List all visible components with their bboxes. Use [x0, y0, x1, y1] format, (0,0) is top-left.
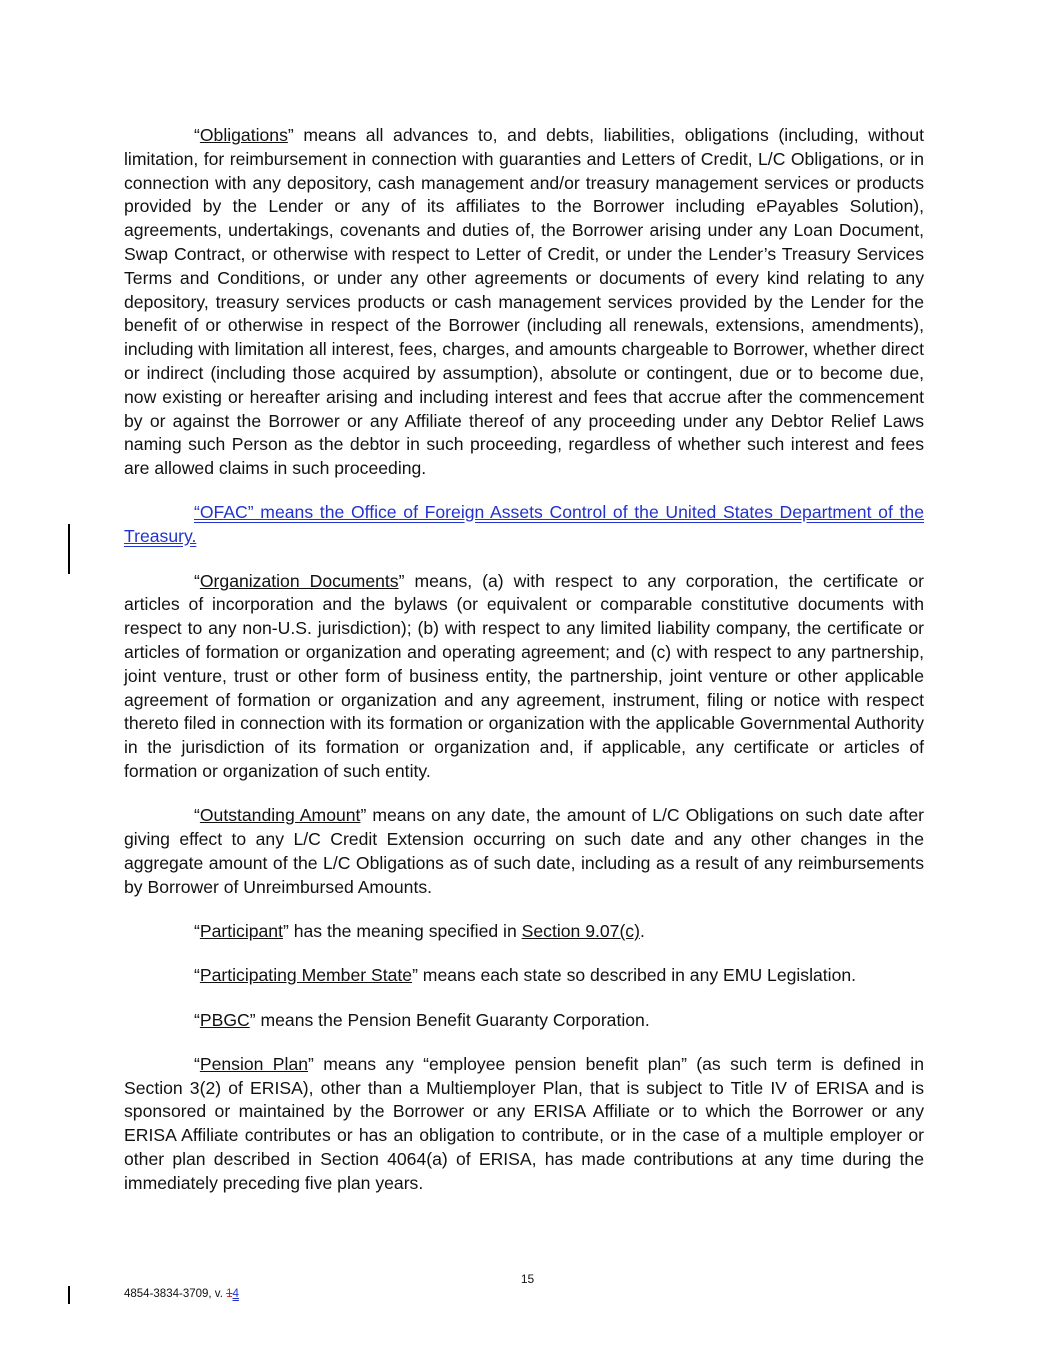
- change-bar-ofac: [68, 524, 70, 574]
- defined-term-participating-member-state: Participating Member State: [199, 965, 413, 986]
- document-page: [124, 124, 924, 1216]
- change-bar-footer: [68, 1286, 70, 1304]
- defined-term-participant: Participant: [199, 920, 283, 941]
- doc-id-text: 4854-3834-3709, v.: [124, 1288, 227, 1300]
- definition-outstanding-amount: [124, 804, 924, 899]
- section-reference: Section 9.07(c): [521, 920, 640, 941]
- open-quote: “: [194, 805, 200, 826]
- definition-text: ” means the Pension Benefit Guaranty Corporation.: [249, 1009, 650, 1030]
- definition-participating-member-state: [124, 964, 924, 988]
- defined-term-pension-plan: Pension Plan: [199, 1053, 309, 1074]
- definition-text: ” means each state so described in any EMU Legislation.: [412, 965, 857, 986]
- definition-text: ” means, (a) with respect to any corporation, the certificate or articles of incorporation and the bylaws (or equivalent or comparable constitutive documents with respect to any non-U.S. jurisdiction); (b) with respect to any limited liability company, the certificate or articles of formation or organization and operating agreement; and (c) with respect to any partnership, joint venture, trust or other form of business entity, the partnership, joint venture or other applicable agreement of formation or organization and any agreement, instrument, filing or notice with respect thereto filed in connection with its formation or organization with the applicable Governmental Authority in the jurisdiction of its formation or organization and, if applicable, any certificate or articles of formation or organization of such entity.: [124, 570, 924, 781]
- definition-ofac-inserted: “OFAC” means the Office of Foreign Assets Control of the United States Department of the Treasury.: [124, 502, 924, 547]
- open-quote: “: [194, 1009, 200, 1030]
- defined-term-organization-documents: Organization Documents: [199, 570, 399, 591]
- definition-pbgc: [124, 1009, 924, 1033]
- defined-term-outstanding-amount: Outstanding Amount: [199, 805, 361, 826]
- open-quote: “: [194, 920, 200, 941]
- defined-term-pbgc: PBGC: [199, 1009, 250, 1030]
- footer-doc-id: [124, 1288, 239, 1300]
- inserted-version: 4: [232, 1288, 239, 1300]
- definition-organization-documents: [124, 570, 924, 784]
- open-quote: “: [194, 570, 200, 591]
- definition-text: ” has the meaning specified in: [282, 920, 522, 941]
- open-quote: “: [194, 965, 200, 986]
- defined-term-obligations: Obligations: [199, 125, 288, 145]
- deleted-version: 1: [226, 1288, 233, 1300]
- definition-end: .: [639, 920, 645, 941]
- open-quote: “: [194, 1053, 200, 1074]
- definition-obligations: [124, 124, 924, 481]
- definition-text: ” means any “employee pension benefit plan” (as such term is defined in Section 3(2) of ERISA), other than a Multiemployer Plan, that is subject to Title IV of ERISA and is sponsored or maintained by the Borrower or any ERISA Affiliate or to which the Borrower or any ERISA Affiliate contributes or has an obligation to contribute, or in the case of a multiple employer or other plan described in Section 4064(a) of ERISA, has made contributions at any time during the immediately preceding five plan years.: [124, 1053, 924, 1193]
- definition-participant: [124, 920, 924, 944]
- definition-text: ” means all advances to, and debts, liabilities, obligations (including, without limitation, for reimbursement in connection with guaranties and Letters of Credit, L/C Obligations, or in connection with any depository, cash management and/or treasury management services or products provided by the Lender or any of its affiliates to the Borrower including ePayables Solution), agreements, undertakings, covenants and duties of, the Borrower arising under any Loan Document, Swap Contract, or otherwise with respect to Letter of Credit, or under the Lender’s Treasury Services Terms and Conditions, or under any other agreements or documents of every kind relating to any depository, treasury services products or cash management services provided by the Lender for the benefit of or otherwise in respect of the Borrower (including all renewals, extensions, amendments), including with limitation all interest, fees, charges, and amounts chargeable to Borrower, whether direct or indirect (including those acquired by assumption), absolute or contingent, due or to become due, now existing or hereafter arising and including interest and fees that accrue after the commencement by or against the Borrower or any Affiliate thereof of any proceeding under any Debtor Relief Laws naming such Person as the debtor in such proceeding, regardless of whether such interest and fees are allowed claims in such proceeding.: [124, 125, 924, 479]
- open-quote: “: [194, 125, 200, 145]
- definition-pension-plan: [124, 1053, 924, 1196]
- definition-text: ” means on any date, the amount of L/C Obligations on such date after giving effect to any L/C Credit Extension occurring on such date and any other changes in the aggregate amount of the L/C Obligations as of such date, including as a result of any reimbursements by Borrower of Unreimbursed Amounts.: [124, 805, 924, 897]
- page-number: 15: [520, 1272, 535, 1286]
